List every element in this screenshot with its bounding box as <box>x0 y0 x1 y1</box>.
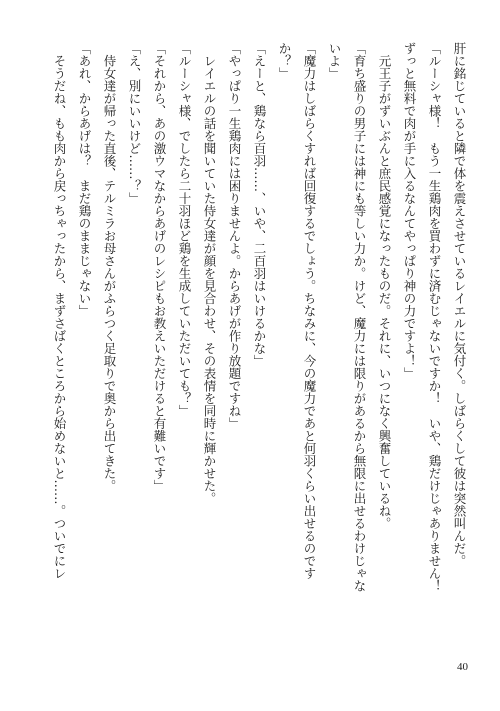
text-line: 「え、別にいいけど……？」 <box>127 42 142 205</box>
text-line: 「あれ、からあげは？ まだ鶏のままじゃない」 <box>77 42 92 317</box>
text-line: 「それから、あの激ウマなからあげのレシピもお教えいただけると有難いです」 <box>152 42 167 492</box>
vertical-text-body <box>47 42 472 598</box>
text-line: ずっと無料で肉が手に入るなんてやっぱり神の力ですよ！」 <box>402 42 417 380</box>
text-line: 元王子がずいぶんと庶民感覚になったものだ。それに、いつになく興奮しているね。 <box>377 42 392 530</box>
text-line: 肝に銘じていると隣で体を震えさせているレイエルに気付く。しばらくして彼は突然叫んだ。 <box>452 42 467 567</box>
text-line: 「ルーシャ様、でしたら二十羽ほど鶏を生成していただいても？」 <box>177 42 192 417</box>
text-line: 「魔力はしばらくすれば回復するでしょう。ちなみに、今の魔力であと何羽くらい出せるのです <box>302 42 317 580</box>
text-line: 「やっぱり一生鶏肉には困りませんよ。からあげが作り放題ですね」 <box>227 42 242 430</box>
text-line: 「育ち盛りの男子には神にも等しい力か。けど、魔力には限りがあるから無限に出せるわけじゃな <box>352 42 367 592</box>
text-line: レイエルの話を聞いていた侍女達が顔を見合わせ、その表情を同時に輝かせた。 <box>202 42 217 505</box>
text-line: か？」 <box>277 42 292 80</box>
text-line: 「えーと、鶏なら百羽……、いや、二百羽はいけるかな」 <box>252 42 267 367</box>
page-number: 40 <box>457 661 468 673</box>
text-line: いよ」 <box>327 42 342 80</box>
text-line: 侍女達が帰った直後、テルミラお母さんがふらつく足取りで奥から出てきた。 <box>102 42 117 492</box>
text-line: そうだね、もも肉から戻っちゃったから、まずさばくところから始めないと……。ついでにレ <box>52 42 67 580</box>
text-line: 「ルーシャ様！ もう一生鶏肉を買わずに済むじゃないですか！ いや、鶏だけじゃありません！ <box>427 42 442 592</box>
